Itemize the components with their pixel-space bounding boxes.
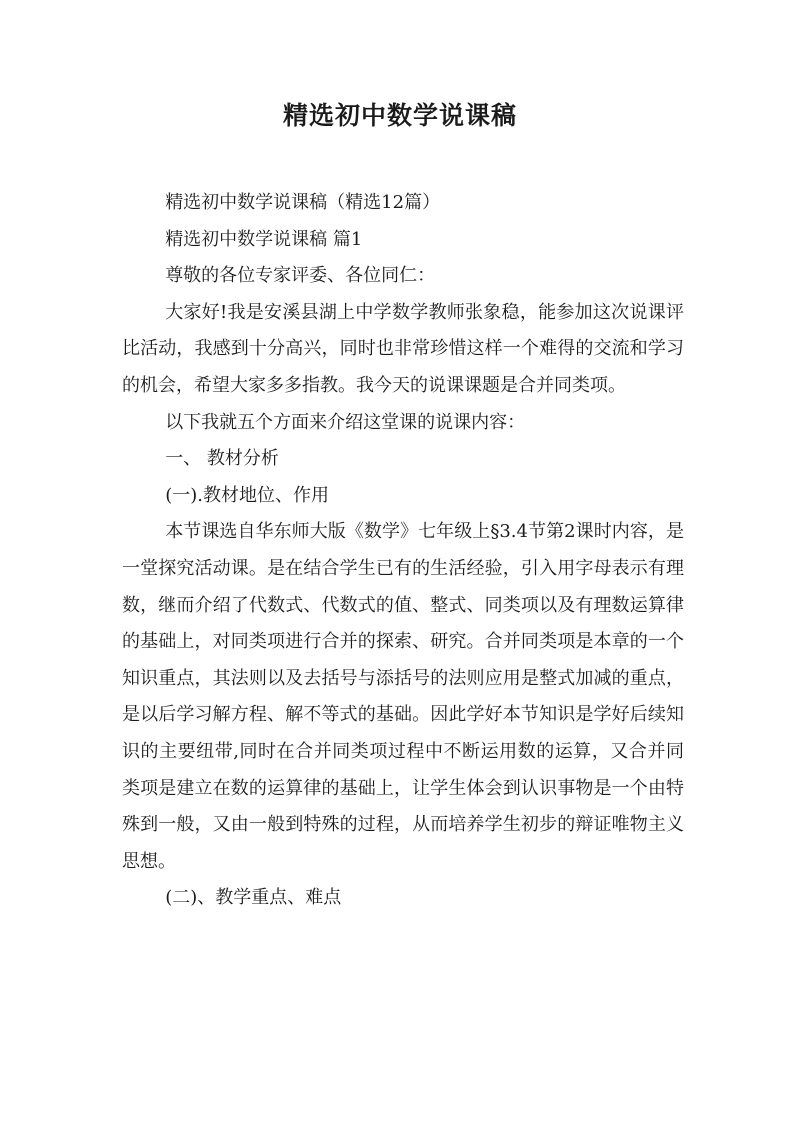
subsection-heading: (二)、教学重点、难点 [165, 887, 342, 909]
intro-paragraph: 大家好!我是安溪县湖上中学数学教师张象稳，能参加这次说课评比活动，我感到十分高兴，同时也非常珍惜这样一个难得的交流和学习的机会，希望大家多多指教。我今天的说课课题是合并同类项。 [122, 301, 684, 396]
body-paragraph: 本节课选自华东师大版《数学》七年级上§3.4节第2课时内容，是一堂探究活动课。是在结合学生已有的生活经验，引入用字母表示有理数，继而介绍了代数式、代数式的值、整式、同类项以及有理数运算律的基础上，对同类项进行合并的探索、研究。合并同类项是本章的一个知识重点，其法则以及去括号与添括号的法则应用是整式加减的重点，是以后学习解方程、解不等式的基础。因此学好本节知识是学好后续知识的主要纽带,同时在合并同类项过程中不断运用数的运算，又合并同类项是建立在数的运算律的基础上，让学生体会到认识事物是一个由特殊到一般，又由一般到特殊的过程，从而培养学生初步的辩证唯物主义思想。 [122, 521, 684, 872]
document-body [122, 185, 684, 917]
subsection-heading: (一).教材地位、作用 [165, 484, 329, 506]
part-heading: 一、 教材分析 [165, 448, 279, 470]
subtitle-paragraph: 精选初中数学说课稿（精选12篇） [165, 192, 441, 213]
section-heading: 精选初中数学说课稿 篇1 [165, 228, 363, 250]
outline-paragraph: 以下我就五个方面来介绍这堂课的说课内容： [165, 411, 526, 433]
page-title: 精选初中数学说课稿 [282, 101, 517, 130]
salutation-paragraph: 尊敬的各位专家评委、各位同仁： [165, 265, 436, 287]
